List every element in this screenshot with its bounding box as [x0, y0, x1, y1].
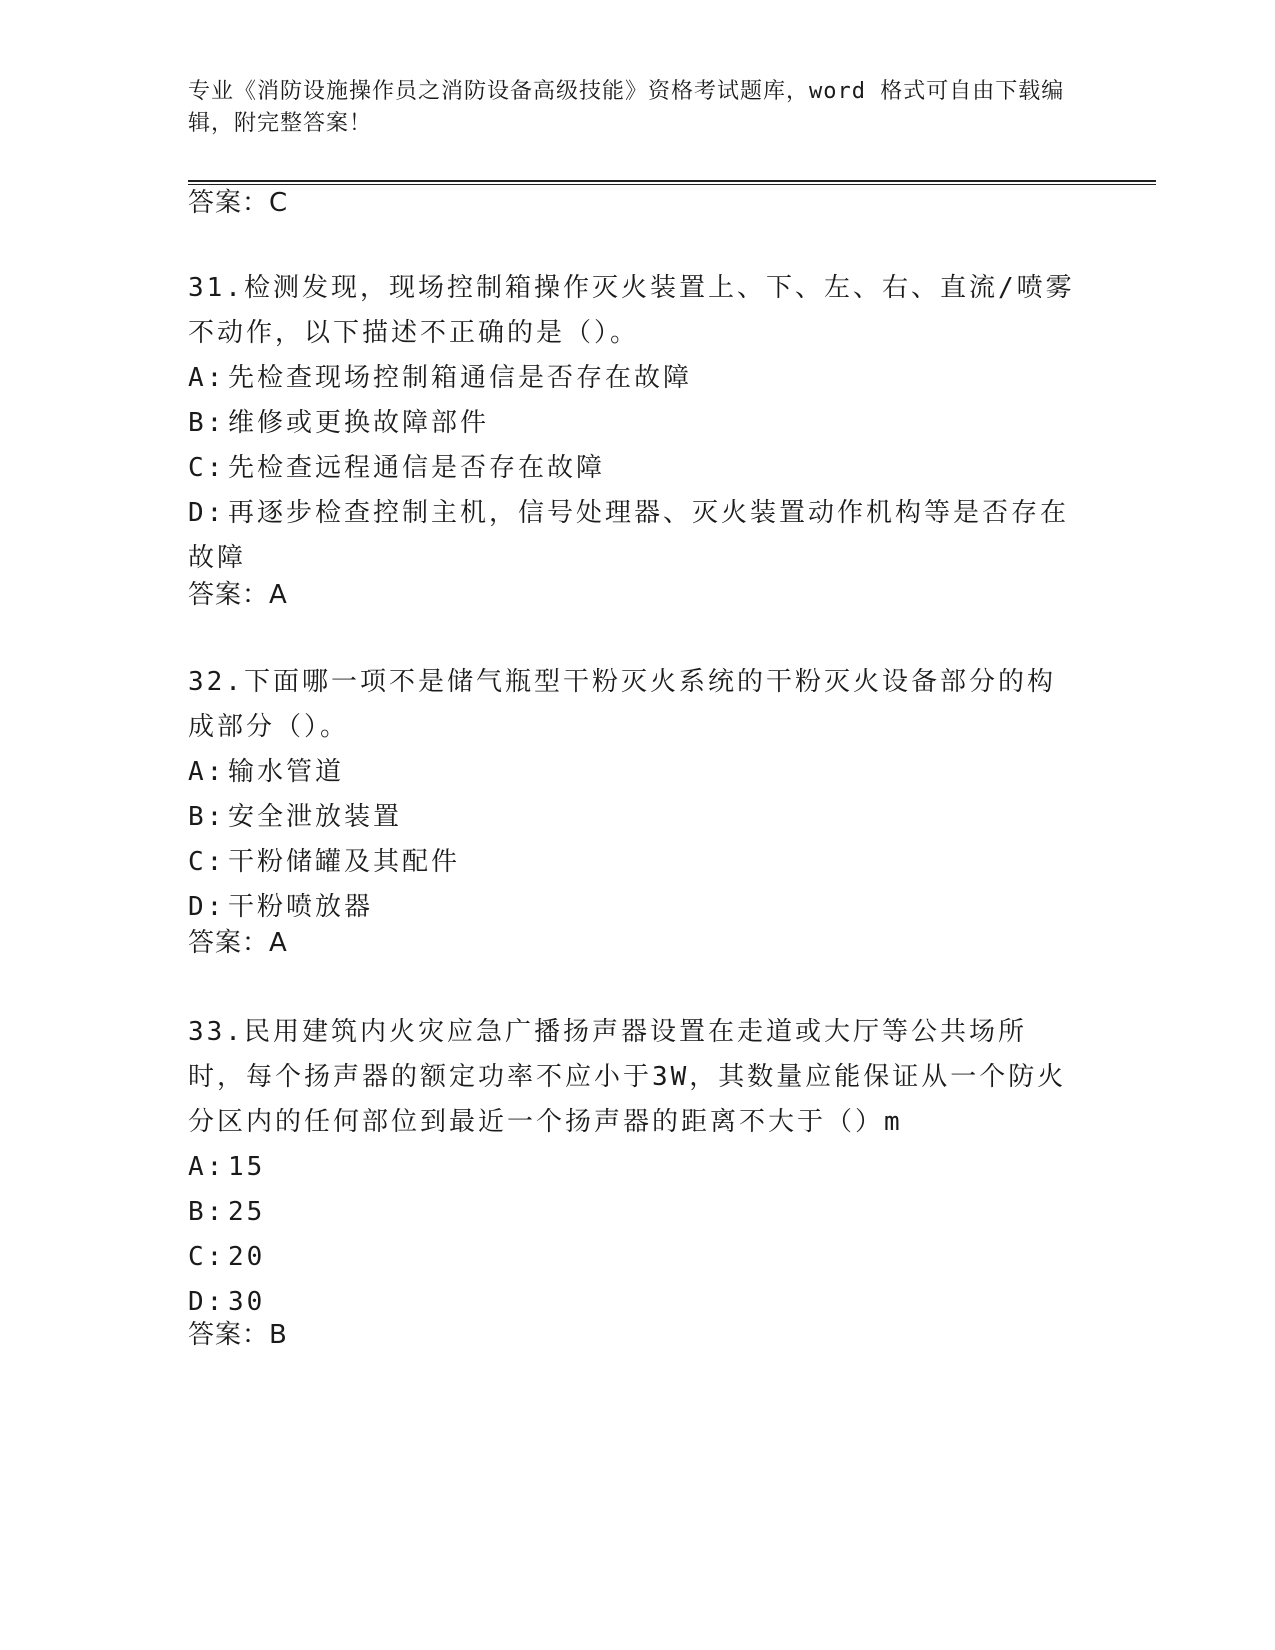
option-text: 30: [228, 1287, 266, 1317]
option-letter: C:: [188, 453, 226, 483]
option-b: [188, 795, 1083, 840]
option-text: 干粉喷放器: [228, 892, 374, 922]
answer-33: 答案：B: [188, 1320, 288, 1350]
option-letter: D:: [188, 498, 226, 528]
option-letter: B:: [188, 408, 226, 438]
question-31: [188, 266, 1083, 581]
option-letter: A:: [188, 1152, 226, 1182]
option-text: 20: [228, 1242, 266, 1272]
header-divider: [188, 180, 1156, 185]
option-text: 25: [228, 1197, 266, 1227]
previous-answer: 答案：C: [188, 188, 289, 218]
option-text: 维修或更换故障部件: [228, 408, 490, 438]
option-text: 安全泄放装置: [228, 802, 403, 832]
option-d: [188, 1280, 1083, 1325]
option-letter: B:: [188, 802, 226, 832]
option-letter: D:: [188, 1287, 226, 1317]
question-stem: 32.下面哪一项不是储气瓶型干粉灭火系统的干粉灭火设备部分的构成部分（）。: [188, 667, 1056, 742]
question-33: [188, 1010, 1083, 1325]
option-a: [188, 750, 1083, 795]
option-c: [188, 446, 1083, 491]
option-letter: D:: [188, 892, 226, 922]
option-b: [188, 1190, 1083, 1235]
option-letter: A:: [188, 757, 226, 787]
option-text: 干粉储罐及其配件: [228, 847, 461, 877]
option-b: [188, 401, 1083, 446]
answer-31: 答案：A: [188, 580, 288, 610]
question-32: [188, 660, 1083, 930]
answer-32: 答案：A: [188, 928, 288, 958]
document-header: 专业《消防设施操作员之消防设备高级技能》资格考试题库，word 格式可自由下载编辑，附完整答案！: [188, 79, 1065, 136]
option-letter: B:: [188, 1197, 226, 1227]
option-a: [188, 356, 1083, 401]
option-text: 先检查远程通信是否存在故障: [228, 453, 606, 483]
option-letter: A:: [188, 363, 226, 393]
option-letter: C:: [188, 847, 226, 877]
option-a: [188, 1145, 1083, 1190]
question-stem: 33.民用建筑内火灾应急广播扬声器设置在走道或大厅等公共场所时，每个扬声器的额定功率不应小于3W，其数量应能保证从一个防火分区内的任何部位到最近一个扬声器的距离不大于（）m: [188, 1017, 1067, 1137]
option-text: 15: [228, 1152, 266, 1182]
option-letter: C:: [188, 1242, 226, 1272]
option-c: [188, 840, 1083, 885]
option-d: [188, 885, 1083, 930]
question-stem: 31.检测发现，现场控制箱操作灭火装置上、下、左、右、直流/喷雾不动作，以下描述不正确的是（）。: [188, 273, 1075, 348]
option-c: [188, 1235, 1083, 1280]
option-text: 再逐步检查控制主机，信号处理器、灭火装置动作机构等是否存在故障: [188, 498, 1070, 573]
option-text: 输水管道: [228, 757, 345, 787]
option-d: [188, 491, 1083, 581]
option-text: 先检查现场控制箱通信是否存在故障: [228, 363, 693, 393]
